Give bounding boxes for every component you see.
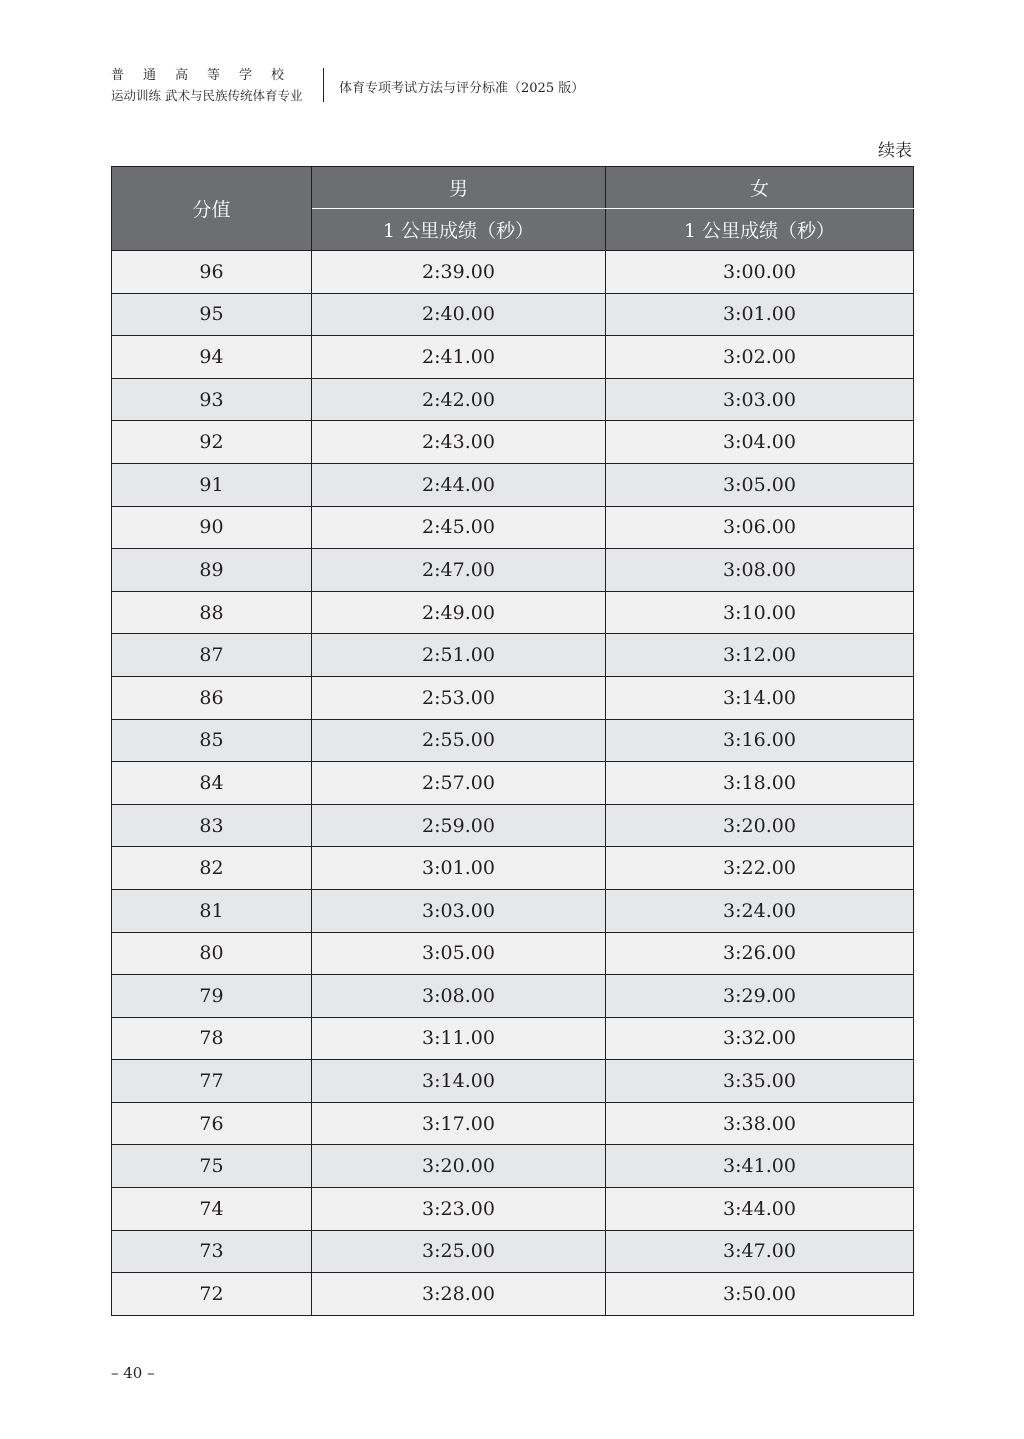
male-time-cell: 2:53.00 — [312, 676, 606, 719]
female-time-cell: 3:05.00 — [606, 463, 914, 506]
male-time-cell: 3:03.00 — [312, 889, 606, 932]
score-cell: 79 — [112, 975, 312, 1018]
male-time-cell: 2:55.00 — [312, 719, 606, 762]
female-time-cell: 3:26.00 — [606, 932, 914, 975]
female-time-cell: 3:08.00 — [606, 549, 914, 592]
header-row-top — [112, 167, 914, 209]
header-divider — [323, 68, 324, 102]
score-cell: 83 — [112, 804, 312, 847]
female-time-cell: 3:24.00 — [606, 889, 914, 932]
female-time-cell: 3:10.00 — [606, 591, 914, 634]
female-time-cell: 3:44.00 — [606, 1188, 914, 1231]
table-row — [112, 932, 914, 975]
male-time-cell: 3:25.00 — [312, 1230, 606, 1273]
table-row — [112, 421, 914, 464]
female-time-cell: 3:18.00 — [606, 762, 914, 805]
score-cell: 96 — [112, 251, 312, 294]
score-cell: 73 — [112, 1230, 312, 1273]
female-time-cell: 3:12.00 — [606, 634, 914, 677]
table-row — [112, 719, 914, 762]
table-row — [112, 1102, 914, 1145]
table-row — [112, 591, 914, 634]
score-column-header: 分值 — [112, 167, 312, 251]
table-row — [112, 463, 914, 506]
male-time-cell: 2:40.00 — [312, 293, 606, 336]
male-time-cell: 2:39.00 — [312, 251, 606, 294]
male-column-header: 男 — [312, 167, 606, 209]
male-time-cell: 2:47.00 — [312, 549, 606, 592]
female-time-cell: 3:14.00 — [606, 676, 914, 719]
male-time-cell: 2:44.00 — [312, 463, 606, 506]
male-time-cell: 2:51.00 — [312, 634, 606, 677]
header-document-title: 体育专项考试方法与评分标准（2025 版） — [339, 81, 585, 96]
score-cell: 75 — [112, 1145, 312, 1188]
female-time-cell: 3:20.00 — [606, 804, 914, 847]
female-time-cell: 3:01.00 — [606, 293, 914, 336]
female-time-cell: 3:03.00 — [606, 378, 914, 421]
score-cell: 82 — [112, 847, 312, 890]
header-institution: 普通高等学校 — [111, 68, 304, 83]
score-cell: 78 — [112, 1017, 312, 1060]
table-row — [112, 1273, 914, 1316]
male-time-cell: 3:05.00 — [312, 932, 606, 975]
score-cell: 94 — [112, 336, 312, 379]
female-time-cell: 3:41.00 — [606, 1145, 914, 1188]
score-cell: 90 — [112, 506, 312, 549]
table-row — [112, 378, 914, 421]
male-time-cell: 2:43.00 — [312, 421, 606, 464]
score-cell: 91 — [112, 463, 312, 506]
female-time-cell: 3:22.00 — [606, 847, 914, 890]
score-cell: 81 — [112, 889, 312, 932]
table-row — [112, 1060, 914, 1103]
page-number: – 40 – — [111, 1364, 155, 1382]
score-cell: 86 — [112, 676, 312, 719]
female-time-cell: 3:06.00 — [606, 506, 914, 549]
female-time-cell: 3:00.00 — [606, 251, 914, 294]
female-time-cell: 3:50.00 — [606, 1273, 914, 1316]
male-time-cell: 3:01.00 — [312, 847, 606, 890]
table-row — [112, 1188, 914, 1231]
table-row — [112, 549, 914, 592]
female-time-cell: 3:02.00 — [606, 336, 914, 379]
table-row — [112, 634, 914, 677]
female-time-cell: 3:38.00 — [606, 1102, 914, 1145]
score-cell: 87 — [112, 634, 312, 677]
table-row — [112, 506, 914, 549]
female-time-cell: 3:47.00 — [606, 1230, 914, 1273]
male-time-cell: 2:45.00 — [312, 506, 606, 549]
table-row — [112, 1230, 914, 1273]
male-time-cell: 3:23.00 — [312, 1188, 606, 1231]
male-subheader: 1 公里成绩（秒） — [312, 209, 606, 251]
table-row — [112, 975, 914, 1018]
table-row — [112, 1145, 914, 1188]
score-cell: 74 — [112, 1188, 312, 1231]
female-subheader: 1 公里成绩（秒） — [606, 209, 914, 251]
female-time-cell: 3:16.00 — [606, 719, 914, 762]
score-cell: 88 — [112, 591, 312, 634]
score-cell: 80 — [112, 932, 312, 975]
male-time-cell: 3:14.00 — [312, 1060, 606, 1103]
table-row — [112, 1017, 914, 1060]
table-row — [112, 804, 914, 847]
female-column-header: 女 — [606, 167, 914, 209]
table-row — [112, 293, 914, 336]
female-time-cell: 3:35.00 — [606, 1060, 914, 1103]
male-time-cell: 2:42.00 — [312, 378, 606, 421]
table-row — [112, 762, 914, 805]
male-time-cell: 3:20.00 — [312, 1145, 606, 1188]
table-row — [112, 889, 914, 932]
male-time-cell: 2:41.00 — [312, 336, 606, 379]
table-row — [112, 336, 914, 379]
female-time-cell: 3:29.00 — [606, 975, 914, 1018]
female-time-cell: 3:32.00 — [606, 1017, 914, 1060]
male-time-cell: 2:59.00 — [312, 804, 606, 847]
table-body — [112, 251, 914, 1316]
table-row — [112, 251, 914, 294]
score-cell: 95 — [112, 293, 312, 336]
male-time-cell: 3:17.00 — [312, 1102, 606, 1145]
female-time-cell: 3:04.00 — [606, 421, 914, 464]
scoring-table — [111, 166, 914, 1316]
score-cell: 84 — [112, 762, 312, 805]
score-cell: 93 — [112, 378, 312, 421]
score-cell: 77 — [112, 1060, 312, 1103]
male-time-cell: 3:08.00 — [312, 975, 606, 1018]
score-cell: 85 — [112, 719, 312, 762]
table-header — [112, 167, 914, 251]
male-time-cell: 2:49.00 — [312, 591, 606, 634]
male-time-cell: 2:57.00 — [312, 762, 606, 805]
header-left-block — [111, 66, 311, 106]
male-time-cell: 3:28.00 — [312, 1273, 606, 1316]
score-cell: 89 — [112, 549, 312, 592]
score-cell: 76 — [112, 1102, 312, 1145]
header-major: 运动训练 武术与民族传统体育专业 — [111, 88, 303, 103]
table-row — [112, 676, 914, 719]
score-cell: 92 — [112, 421, 312, 464]
score-cell: 72 — [112, 1273, 312, 1316]
table-row — [112, 847, 914, 890]
male-time-cell: 3:11.00 — [312, 1017, 606, 1060]
continued-table-label: 续表 — [878, 141, 912, 161]
